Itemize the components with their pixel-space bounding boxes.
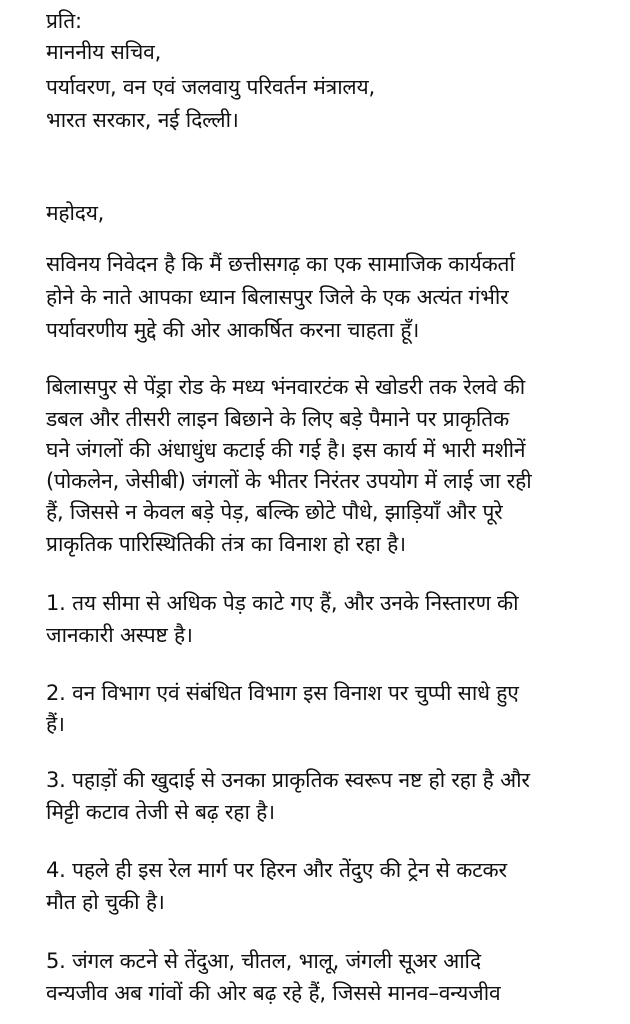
address-line: माननीय सचिव, [46,40,162,64]
paragraph-line: डबल और तीसरी लाइन बिछाने के लिए बड़े पैमाने पर प्राकृतिक [46,407,510,431]
list-item-line: वन्यजीव अब गांवों की ओर बढ़ रहे हैं, जिससे मानव–वन्यजीव [46,981,501,1005]
paragraph-line: पर्यावरणीय मुद्दे की ओर आकर्षित करना चाहता हूँ। [46,318,420,342]
paragraph-line: घने जंगलों की अंधाधुंध कटाई की गई है। इस कार्य में भारी मशीनें [46,438,526,462]
list-item-line: 1. तय सीमा से अधिक पेड़ काटे गए हैं, और उनके निस्तारण की [46,591,519,615]
address-line: पर्यावरण, वन एवं जलवायु परिवर्तन मंत्रालय, [46,75,375,99]
paragraph-line: सविनय निवेदन है कि मैं छत्तीसगढ़ का एक सामाजिक कार्यकर्ता [46,252,515,276]
paragraph-line: बिलासपुर से पेंड्रा रोड के मध्य भंनवारटंक से खोडरी तक रेलवे की [46,375,525,399]
list-item-line: जानकारी अस्पष्ट है। [46,623,193,647]
paragraph-line: हैं, जिससे न केवल बड़े पेड़, बल्कि छोटे पौधे, झाड़ियाँ और पूरे [46,500,503,524]
list-item-line: 2. वन विभाग एवं संबंधित विभाग इस विनाश पर चुप्पी साधे हुए [46,681,519,705]
list-item-line: हैं। [46,712,65,736]
address-to: प्रति: [46,9,82,33]
list-item-line: मौत हो चुकी है। [46,890,165,914]
paragraph-line: प्राकृतिक पारिस्थितिकी तंत्र का विनाश हो रहा है। [46,532,406,556]
paragraph-line: होने के नाते आपका ध्यान बिलासपुर जिले के एक अत्यंत गंभीर [46,285,509,309]
list-item-line: 5. जंगल कटने से तेंदुआ, चीतल, भालू, जंगली सूअर आदि [46,949,481,973]
list-item-line: 4. पहले ही इस रेल मार्ग पर हिरन और तेंदुए की ट्रेन से कटकर [46,858,507,882]
address-line: भारत सरकार, नई दिल्ली। [46,108,239,132]
list-item-line: मिट्टी कटाव तेजी से बढ़ रहा है। [46,800,275,824]
salutation: महोदय, [46,201,105,225]
paragraph-line: (पोकलेन, जेसीबी) जंगलों के भीतर निरंतर उपयोग में लाई जा रही [46,469,532,493]
list-item-line: 3. पहाड़ों की खुदाई से उनका प्राकृतिक स्वरूप नष्ट हो रहा है और [46,768,530,792]
